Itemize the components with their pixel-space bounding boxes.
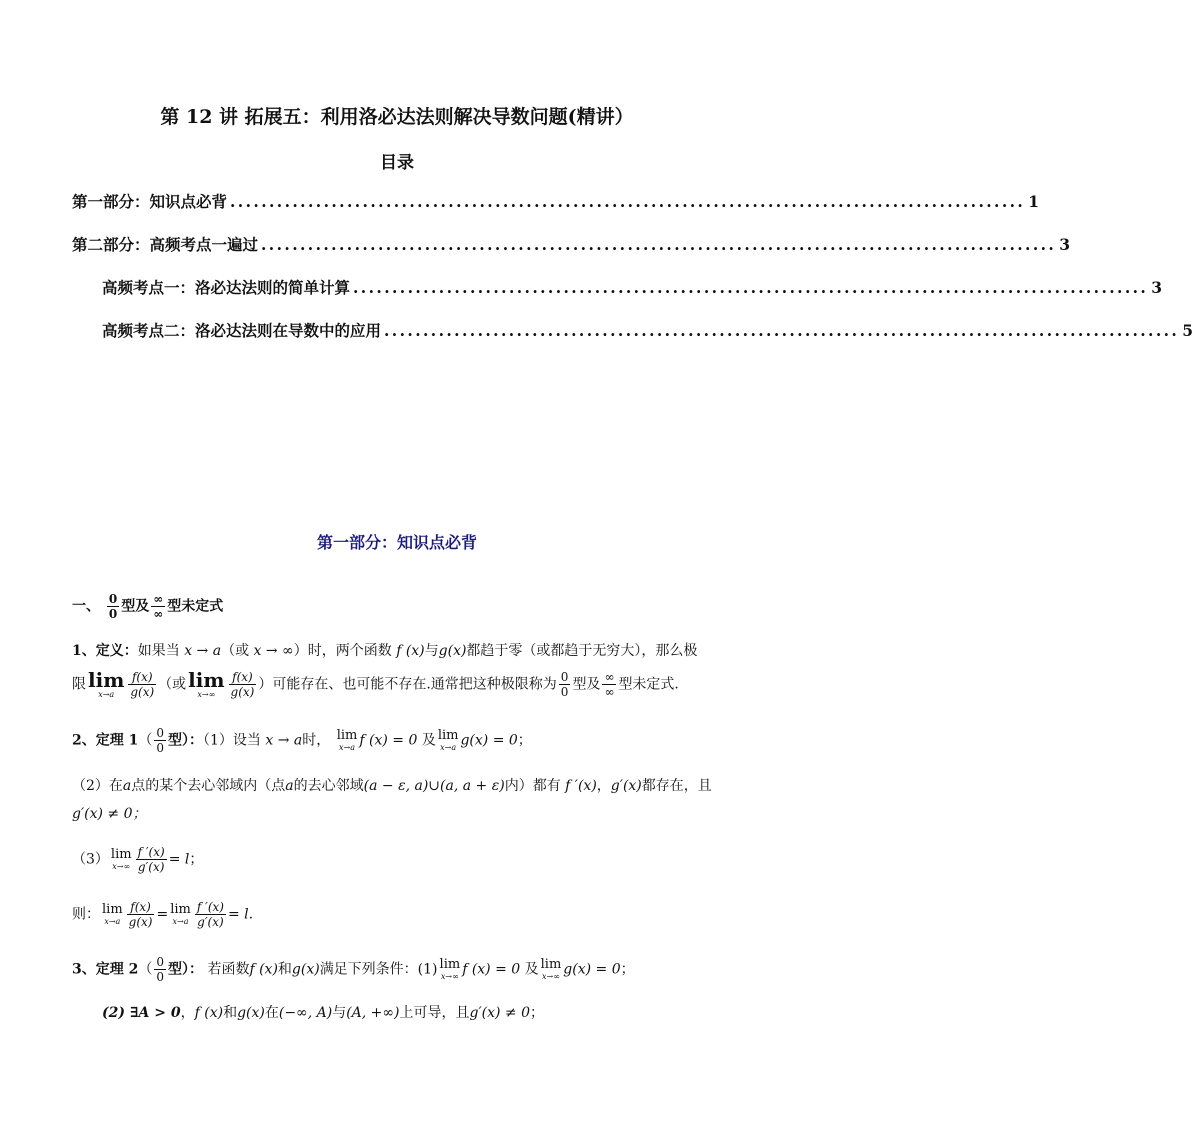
math: f (x) [249, 961, 278, 978]
limit-expression [541, 958, 562, 981]
theorem-label: 3、定理 2 [72, 961, 139, 978]
limit-expression [111, 848, 132, 871]
math: = l [168, 851, 190, 868]
text: 及 [421, 732, 436, 749]
toc-entry-label: 高频考点一：洛必达法则的简单计算 [102, 278, 351, 297]
zero-over-zero-fraction [107, 592, 119, 621]
lim: lim [188, 668, 225, 692]
math: g(x) [237, 1005, 265, 1021]
lim-subscript: x→a [104, 917, 121, 926]
toc-page-number: 3 [1151, 278, 1163, 297]
fraction [195, 900, 226, 929]
text: ； [189, 851, 204, 868]
math: f (x) = 0 [462, 961, 521, 978]
text: 与 [332, 1005, 347, 1021]
text: （ [138, 961, 153, 978]
zero-over-zero-fraction [154, 955, 166, 984]
text: 如果当 [137, 643, 180, 659]
text: 和 [277, 961, 292, 978]
heading-text: 型未定式 [167, 598, 224, 615]
text: 型及 [572, 676, 601, 693]
fraction [229, 670, 257, 699]
denominator: 0 [156, 741, 164, 755]
math: = [156, 906, 169, 923]
denominator: g(x) [128, 915, 153, 929]
text: 型）： [168, 732, 203, 749]
definition-label: 1、定义： [72, 643, 138, 659]
text: ， [180, 1005, 195, 1021]
toc-entry-label: 第一部分：知识点必背 [72, 192, 228, 211]
text: （1）设当 [203, 732, 261, 749]
definition-line-1 [72, 640, 697, 660]
math: x → a [184, 643, 222, 659]
lim-subscript: x→a [339, 743, 356, 752]
text: ； [620, 961, 635, 978]
math: g(x) = 0 [460, 732, 518, 749]
math: x → a [265, 732, 303, 749]
fraction [128, 670, 156, 699]
text: 都存在，且 [641, 778, 712, 794]
math: f (x) [396, 643, 425, 659]
numerator: 0 [108, 592, 118, 606]
numerator: f(x) [128, 670, 156, 685]
toc-leader: ...................................................................................................... [353, 278, 1149, 297]
lim: lim [439, 957, 461, 972]
text: 和 [223, 1005, 238, 1021]
limit-expression [102, 903, 123, 926]
math: a [285, 778, 294, 794]
text: 型）： [168, 961, 203, 978]
denominator: 0 [156, 970, 164, 984]
math: x → ∞ [253, 643, 294, 659]
math: f (x) [194, 1005, 224, 1021]
limit-expression [188, 670, 224, 699]
numerator: 0 [156, 955, 164, 969]
math: a [122, 778, 132, 794]
toc-entry[interactable] [102, 319, 1193, 341]
limit-expression [170, 903, 191, 926]
denominator: 0 [108, 607, 118, 621]
toc-entry-label: 第二部分：高频考点一遍过 [72, 235, 259, 254]
text: ； [530, 1005, 545, 1021]
toc-entry[interactable] [72, 233, 1071, 255]
text: 上可导，且 [399, 1005, 470, 1021]
toc-entry-label: 高频考点二：洛必达法则在导数中的应用 [102, 321, 382, 340]
lim: lim [110, 847, 132, 862]
text: 时， [302, 732, 331, 749]
definition-line-2 [72, 670, 679, 699]
toc-leader: ...................................................................................................... [261, 235, 1057, 254]
numerator: f(x) [127, 900, 155, 915]
text: 与 [424, 643, 439, 659]
math: g(x) [291, 961, 320, 978]
lim-subscript: x→a [172, 917, 189, 926]
text: ； [517, 732, 532, 749]
denominator: 0 [560, 685, 569, 699]
inf-over-inf-fraction [602, 670, 616, 699]
numerator: ∞ [153, 592, 164, 606]
text: 内）都有 [504, 778, 561, 794]
text: （或 [158, 676, 187, 693]
denominator: g(x) [130, 685, 155, 699]
text: 若函数 [207, 961, 250, 978]
limit-expression [440, 958, 461, 981]
text: （3） [72, 851, 109, 868]
numerator: f(x) [229, 670, 257, 685]
numerator: f ′(x) [196, 900, 224, 914]
toc-entry[interactable] [102, 276, 1163, 298]
heading-text: 型及 [121, 598, 150, 615]
text: ， [596, 778, 611, 794]
lim: lim [88, 668, 125, 692]
math: g(x) [438, 643, 467, 659]
zero-over-zero-fraction [154, 726, 166, 755]
math: (−∞, A) [278, 1005, 333, 1021]
text: （或 [221, 643, 250, 659]
theorem1-line-2 [72, 775, 712, 795]
lim: lim [336, 728, 358, 743]
page-title: 第 12 讲 拓展五：利用洛必达法则解决导数问题(精讲） [160, 106, 634, 128]
toc-leader: ...................................................................................................... [384, 321, 1180, 340]
text: ）时，两个函数 [293, 643, 392, 659]
lim-subscript: x→∞ [542, 972, 560, 981]
numerator: ∞ [604, 670, 615, 684]
math: g′(x) [610, 778, 642, 794]
math: g(x) = 0 [563, 961, 621, 978]
numerator: 0 [560, 670, 569, 684]
lim: lim [540, 957, 562, 972]
math: f (x) = 0 [359, 732, 418, 749]
lim-subscript: x→∞ [440, 972, 459, 981]
theorem1-line-1 [72, 726, 532, 755]
text: 满足下列条件：(1) [319, 961, 438, 978]
text: 限 [72, 676, 86, 693]
lim: lim [170, 902, 191, 917]
limit-expression [88, 670, 124, 699]
zero-over-zero-fraction [559, 670, 571, 699]
toc-page-number: 5 [1182, 321, 1193, 340]
text: ）可能存在、也可能不存在.通常把这种极限称为 [258, 676, 557, 693]
heading-prefix: 一、 [72, 598, 100, 615]
toc-heading: 目录 [380, 153, 414, 173]
section-heading: 第一部分：知识点必背 [316, 533, 477, 552]
lim: lim [437, 728, 459, 743]
math: (a − ε, a)∪(a, a + ε) [363, 778, 505, 794]
math: (A, +∞) [346, 1005, 400, 1021]
limit-expression [337, 729, 358, 752]
lim-subscript: x→a [98, 690, 115, 699]
lim: lim [102, 902, 123, 917]
toc-page-number: 3 [1059, 235, 1071, 254]
denominator: ∞ [604, 685, 615, 699]
lim-subscript: x→∞ [197, 690, 216, 699]
toc-entry[interactable] [72, 190, 1040, 212]
text: 的去心邻域 [293, 778, 364, 794]
math: = l. [227, 906, 254, 923]
theorem2-line-1 [72, 955, 635, 984]
theorem1-line-4 [72, 845, 203, 874]
text: 都趋于零（或都趋于无穷大），那么极 [466, 643, 698, 659]
theorem1-line-3: g′(x) ≠ 0； [72, 806, 147, 822]
lim-subscript: x→∞ [112, 862, 131, 871]
numerator: 0 [156, 726, 164, 740]
theorem-label: 2、定理 1 [72, 732, 139, 749]
denominator: ∞ [153, 607, 164, 621]
denominator: g(x) [230, 685, 255, 699]
toc-page-number: 1 [1028, 192, 1040, 211]
numerator: f ′(x) [137, 845, 165, 859]
math: (2) ∃A > 0 [102, 1005, 181, 1021]
text: （ [138, 732, 153, 749]
denominator: g′(x) [197, 915, 224, 929]
subsection-heading [72, 592, 223, 621]
fraction [136, 845, 167, 874]
text: 及 [524, 961, 539, 978]
text: 则： [72, 906, 100, 923]
math: f ′(x) [565, 778, 597, 794]
denominator: g′(x) [137, 860, 165, 874]
text: （2）在 [72, 778, 123, 794]
inf-over-inf-fraction [151, 592, 165, 621]
toc-leader: ...................................................................................................... [230, 192, 1026, 211]
fraction [127, 900, 155, 929]
math: g′(x) ≠ 0 [469, 1005, 531, 1021]
theorem1-conclusion [72, 900, 253, 929]
text: 点的某个去心邻域内（点 [131, 778, 286, 794]
text: 型未定式. [618, 676, 679, 693]
theorem2-line-2 [102, 1002, 544, 1022]
limit-expression [438, 729, 459, 752]
text: 在 [264, 1005, 279, 1021]
lim-subscript: x→a [440, 743, 457, 752]
